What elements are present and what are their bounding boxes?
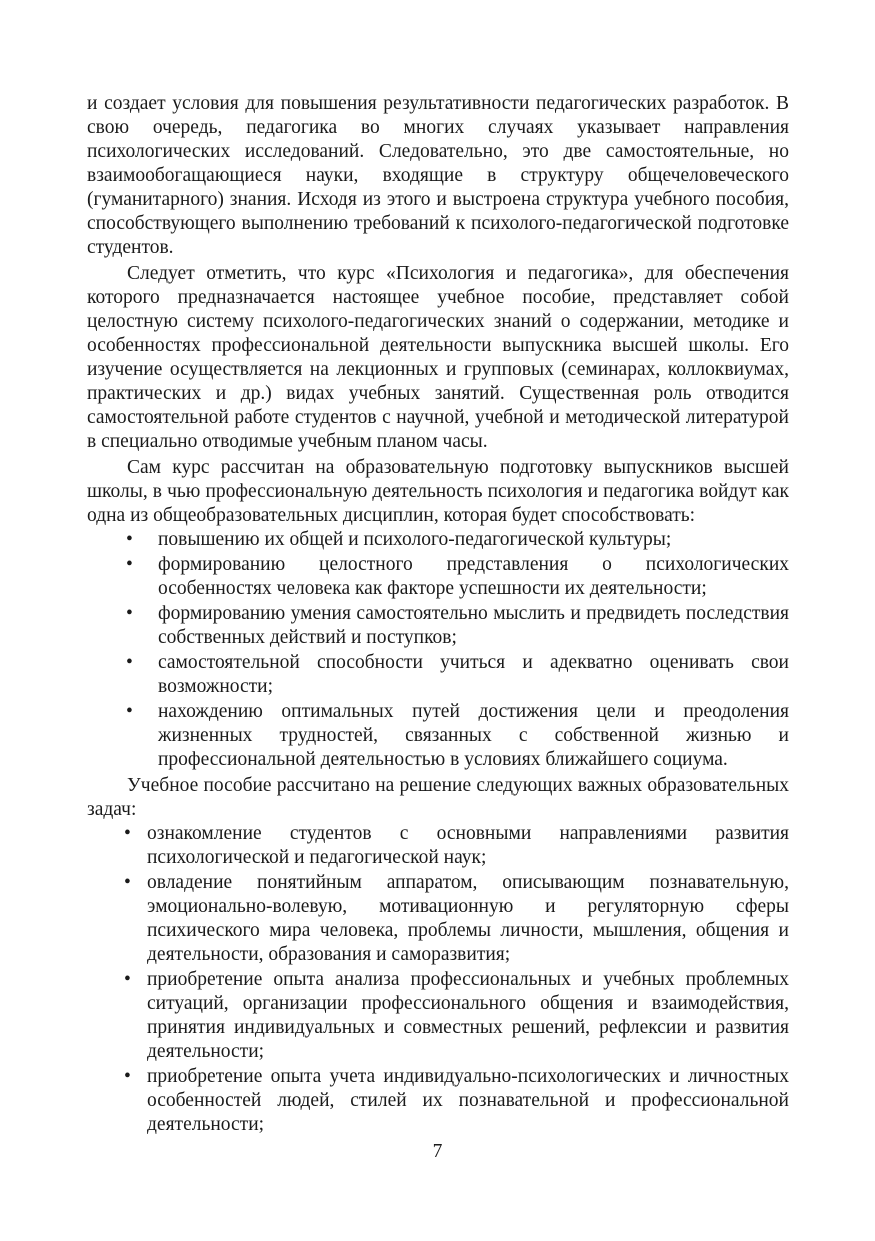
bullet-icon: • [124,969,131,990]
list-item-text: приобретение опыта анализа профессиональных и учебных проблемных ситуаций, организации профессионального общения и взаимодействия, принятия индивидуальных и совместных решений, рефлексии и развития деятельности; [147,969,789,1062]
list-item [87,602,789,650]
educational-tasks-list [87,822,789,1137]
bullet-icon: • [124,823,131,844]
list-item-text: приобретение опыта учета индивидуально-психологических и личностных особенностей людей, стилей их познавательной и профессиональной деятельности; [147,1066,789,1135]
list-item [87,968,789,1064]
list-item-text: овладение понятийным аппаратом, описывающим познавательную, эмоционально-волевую, мотивационную и регуляторную сферы психического мира человека, проблемы личности, мышления, общения и деятельности, образования и саморазвития; [147,872,789,965]
list-item [87,871,789,967]
body-text [87,92,789,1137]
list-item [87,700,789,772]
list-item [87,1065,789,1137]
bullet-icon: • [126,652,133,673]
page-number: 7 [432,1141,443,1162]
list-item [87,553,789,601]
bullet-icon: • [126,603,133,624]
list-item-text: ознакомление студентов с основными направлениями развития психологической и педагогической наук; [147,823,789,868]
bullet-icon: • [126,701,133,722]
list-item-text: нахождению оптимальных путей достижения цели и преодоления жизненных трудностей, связанных с собственной жизнью и профессиональной деятельностью в условиях ближайшего социума. [158,701,789,770]
paragraph-course-purpose: Сам курс рассчитан на образовательную подготовку выпускников высшей школы, в чью профессиональную деятельность психология и педагогика войдут как одна из общеобразовательных дисциплин, которая будет способствовать: [87,457,789,526]
list-item-text: формированию умения самостоятельно мыслить и предвидеть последствия собственных действий и поступков; [158,603,789,648]
paragraph-tasks-intro: Учебное пособие рассчитано на решение следующих важных образовательных задач: [87,775,789,820]
bullet-icon: • [126,529,133,550]
list-item-text: формированию целостного представления о психологических особенностях человека как факторе успешности их деятельности; [158,554,789,599]
bullet-icon: • [124,1066,131,1087]
list-item [87,822,789,870]
list-item [87,651,789,699]
list-item [87,528,789,552]
paragraph-course-description: Следует отметить, что курс «Психология и педагогика», для обеспечения которого предназначается настоящее учебное пособие, представляет собой целостную систему психолого-педагогических знаний о содержании, методике и особенностях профессиональной деятельности выпускника высшей школы. Его изучение осуществляется на лекционных и групповых (семинарах, коллоквиумах, практических и др.) видах учебных занятий. Существенная роль отводится самостоятельной работе студентов с научной, учебной и методической литературой в специально отводимые учебным планом часы. [87,263,789,452]
course-goals-list [87,528,789,772]
bullet-icon: • [126,554,133,575]
paragraph-continuation: и создает условия для повышения результативности педагогических разработок. В свою очередь, педагогика во многих случаях указывает направления психологических исследований. Следовательно, это две самостоятельные, но взаимообогащающиеся науки, входящие в структуру общечеловеческого (гуманитарного) знания. Исходя из этого и выстроена структура учебного пособия, способствующего выполнению требований к психолого-педагогической подготовке студентов. [87,93,789,258]
list-item-text: самостоятельной способности учиться и адекватно оценивать свои возможности; [158,652,789,697]
bullet-icon: • [124,872,131,893]
list-item-text: повышению их общей и психолого-педагогической культуры; [158,529,672,550]
